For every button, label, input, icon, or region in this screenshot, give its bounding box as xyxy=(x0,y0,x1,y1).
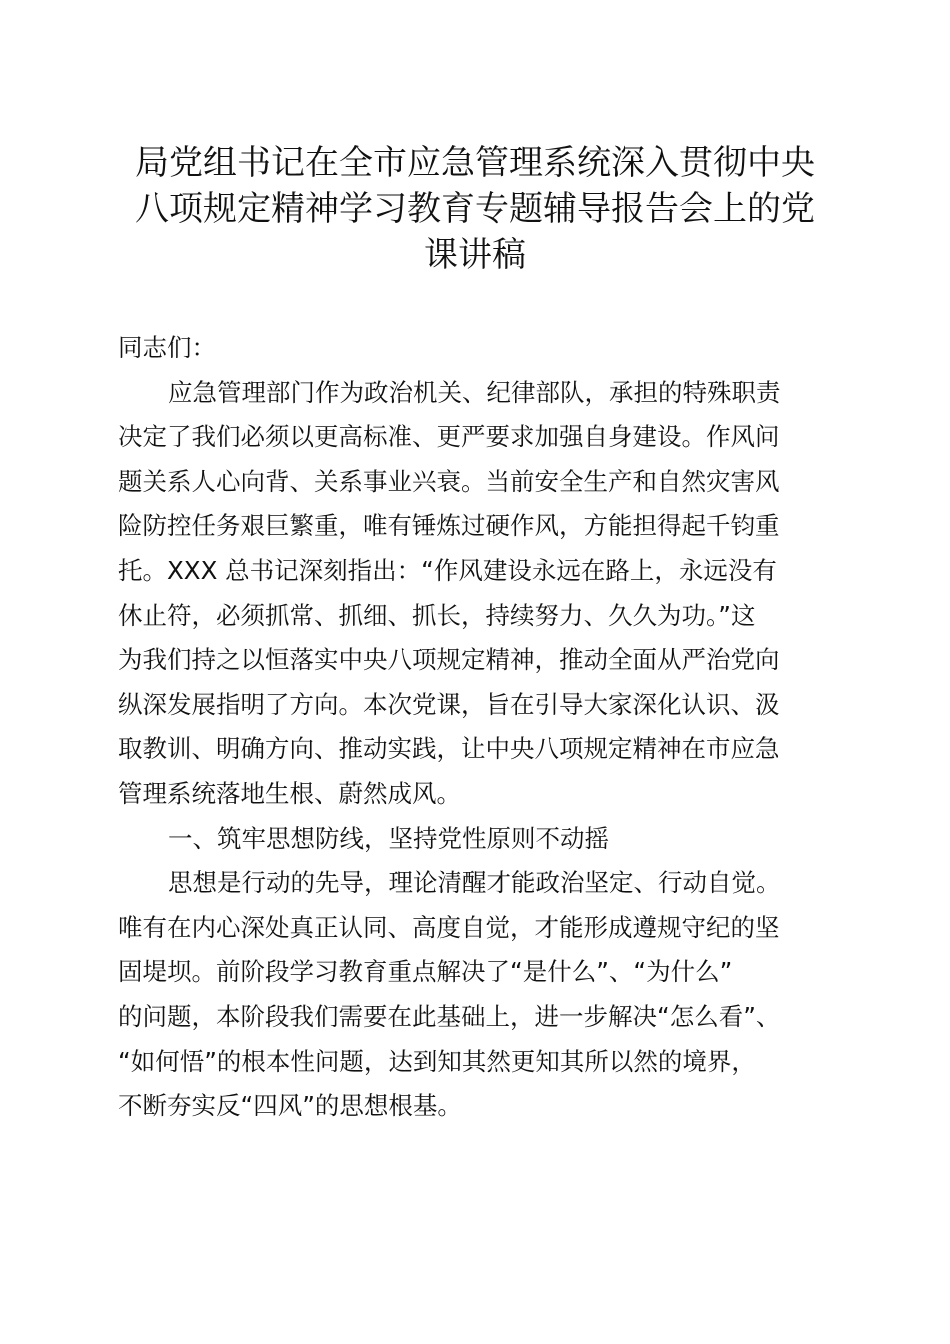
section-heading: 一、筑牢思想防线，坚持党性原则不动摇 xyxy=(168,823,609,853)
body-line: 不断夯实反“四风”的思想根基。 xyxy=(118,1091,462,1121)
body-line: 决定了我们必须以更高标准、更严要求加强自身建设。作风问 xyxy=(118,422,780,452)
body-line: 休止符，必须抓常、抓细、抓长，持续努力、久久为功。”这 xyxy=(118,600,756,630)
document-title xyxy=(110,140,840,278)
body-line: 管理系统落地生根、蔚然成风。 xyxy=(118,778,461,808)
document-body xyxy=(118,326,838,1129)
body-line: 题关系人心向背、关系事业兴衰。当前安全生产和自然灾害风 xyxy=(118,466,780,496)
body-line: 思想是行动的先导，理论清醒才能政治坚定、行动自觉。 xyxy=(168,868,781,898)
body-line: 为我们持之以恒落实中央八项规定精神，推动全面从严治党向 xyxy=(118,645,780,675)
body-line: 应急管理部门作为政治机关、纪律部队，承担的特殊职责 xyxy=(168,377,781,407)
body-line: 固堤坝。前阶段学习教育重点解决了“是什么”、“为什么” xyxy=(118,957,733,987)
body-line: 托。XXX 总书记深刻指出：“作风建设永远在路上，永远没有 xyxy=(118,555,777,585)
title-line: 课讲稿 xyxy=(424,235,526,275)
body-line: 险防控任务艰巨繁重，唯有锤炼过硬作风，方能担得起千钧重 xyxy=(118,511,780,541)
body-line: 取教训、明确方向、推动实践，让中央八项规定精神在市应急 xyxy=(118,734,780,764)
body-line: 纵深发展指明了方向。本次党课，旨在引导大家深化认识、汲 xyxy=(118,689,780,719)
body-line: “如何悟”的根本性问题，达到知其然更知其所以然的境界， xyxy=(118,1046,756,1076)
salutation: 同志们： xyxy=(118,333,216,362)
title-line: 局党组书记在全市应急管理系统深入贯彻中央 xyxy=(135,143,815,183)
title-line: 八项规定精神学习教育专题辅导报告会上的党 xyxy=(135,189,815,229)
body-line: 唯有在内心深处真正认同、高度自觉，才能形成遵规守纪的坚 xyxy=(118,912,780,942)
body-line: 的问题，本阶段我们需要在此基础上，进一步解决“怎么看”、 xyxy=(118,1001,781,1031)
